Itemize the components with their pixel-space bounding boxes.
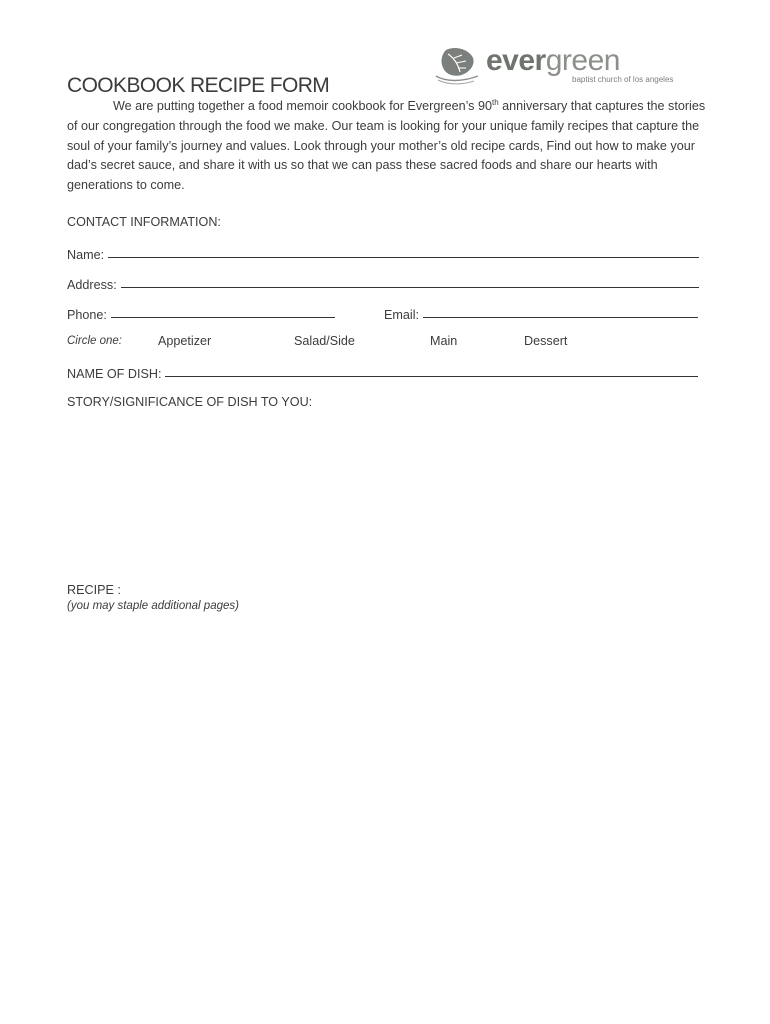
intro-text-part2: anniversary that captures the stories of our congregation through the food we make. Our team is looking for your unique family recipes that capture the soul of your family’s journey and values. Look through your mother’s old recipe cards, Find out how to make your dad’s secret sauce, and share it with us so that we can pass these sacred foods and share our hearts with generations to come. (67, 99, 706, 193)
name-line[interactable] (108, 257, 699, 258)
dish-name-field[interactable] (67, 363, 698, 381)
story-label: STORY/SIGNIFICANCE OF DISH TO YOU: (67, 395, 313, 409)
email-field[interactable] (384, 304, 698, 322)
phone-line[interactable] (111, 317, 335, 318)
page-title: COOKBOOK RECIPE FORM (67, 74, 330, 97)
address-label: Address: (67, 278, 117, 292)
intro-text-part1: We are putting together a food memoir cookbook for Evergreen’s 90 (113, 99, 492, 113)
course-option-salad-side[interactable]: Salad/Side (294, 334, 355, 348)
dish-name-label: NAME OF DISH: (67, 367, 162, 381)
email-line[interactable] (423, 317, 698, 318)
contact-heading: CONTACT INFORMATION: (67, 215, 221, 229)
course-option-appetizer[interactable]: Appetizer (158, 334, 212, 348)
intro-paragraph (67, 97, 707, 196)
logo-word-light: green (545, 44, 620, 77)
phone-label: Phone: (67, 308, 107, 322)
logo-word-bold: ever (486, 44, 546, 77)
recipe-label: RECIPE : (67, 583, 121, 597)
address-line[interactable] (121, 287, 699, 288)
intro-superscript: th (491, 98, 499, 107)
course-label: Circle one: (67, 335, 122, 347)
course-selector (67, 334, 707, 352)
course-option-main[interactable]: Main (430, 334, 458, 348)
logo-wordmark (486, 46, 620, 76)
recipe-note: (you may staple additional pages) (67, 600, 239, 612)
logo-tagline: baptist church of los angeles (572, 75, 674, 84)
address-field[interactable] (67, 274, 699, 292)
course-option-dessert[interactable]: Dessert (524, 334, 568, 348)
dish-name-line[interactable] (165, 376, 698, 377)
leaf-icon (432, 46, 482, 86)
email-label: Email: (384, 308, 419, 322)
evergreen-logo (432, 44, 692, 88)
name-field[interactable] (67, 244, 699, 262)
name-label: Name: (67, 248, 105, 262)
phone-field[interactable] (67, 304, 335, 322)
